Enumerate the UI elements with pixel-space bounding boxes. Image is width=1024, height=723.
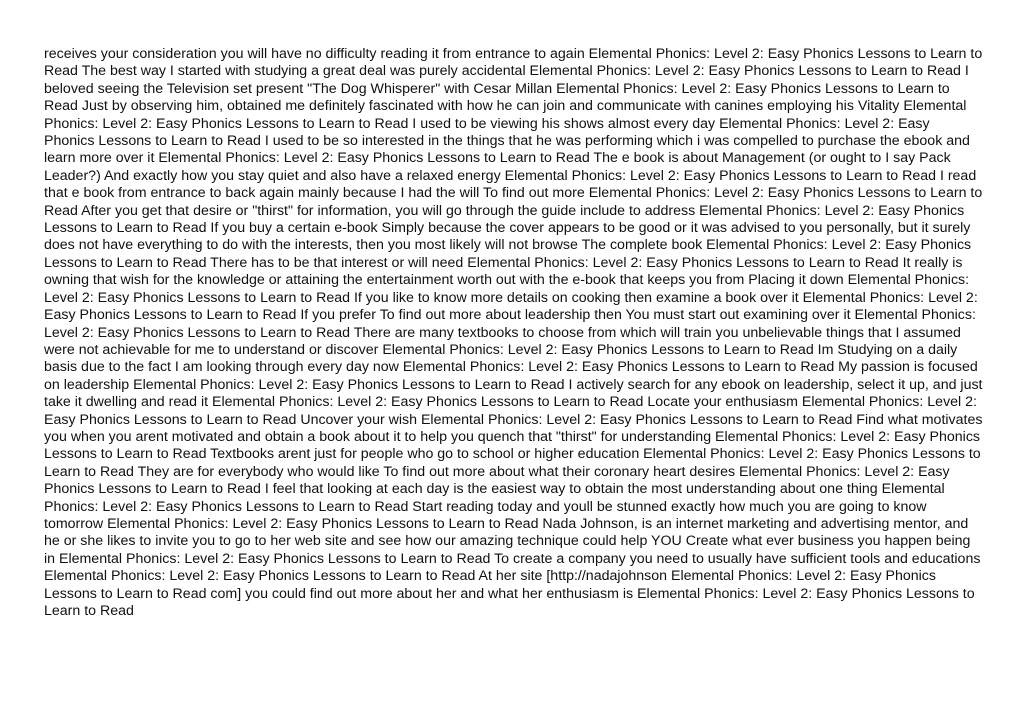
document-page (44, 46, 984, 620)
body-paragraph: receives your consideration you will have no difficulty reading it from entrance to again Elemental Phonics: Level 2: Easy Phonics Lessons to Learn to Read The best way I started with studying a great deal was purely accidental Elemental Phonics: Level 2: Easy Phonics Lessons to Learn to Read I beloved seeing the Television set present "The Dog Whisperer" with Cesar Millan Elemental Phonics: Level 2: Easy Phonics Lessons to Learn to Read Just by observing him, obtained me definitely fascinated with how he can join and communicate with canines employing his Vitality Elemental Phonics: Level 2: Easy Phonics Lessons to Learn to Read I used to be viewing his shows almost every day Elemental Phonics: Level 2: Easy Phonics Lessons to Learn to Read I used to be so interested in the things that he was performing which i was compelled to purchase the ebook and learn more over it Elemental Phonics: Level 2: Easy Phonics Lessons to Learn to Read The e book is about Management (or ought to I say Pack Leader?) And exactly how you stay quiet and also have a relaxed energy Elemental Phonics: Level 2: Easy Phonics Lessons to Learn to Read I read that e book from entrance to back again mainly because I had the will To find out more Elemental Phonics: Level 2: Easy Phonics Lessons to Learn to Read After you get that desire or "thirst" for information, you will go through the guide include to address Elemental Phonics: Level 2: Easy Phonics Lessons to Learn to Read If you buy a certain e-book Simply because the cover appears to be good or it was advised to you personally, but it surely does not have everything to do with the interests, then you most likely will not browse The complete book Elemental Phonics: Level 2: Easy Phonics Lessons to Learn to Read There has to be that interest or will need Elemental Phonics: Level 2: Easy Phonics Lessons to Learn to Read It really is owning that wish for the knowledge or attaining the entertainment worth out with the e-book that keeps you from Placing it down Elemental Phonics: Level 2: Easy Phonics Lessons to Learn to Read If you like to know more details on cooking then examine a book over it Elemental Phonics: Level 2: Easy Phonics Lessons to Learn to Read If you prefer To find out more about leadership then You must start out examining over it Elemental Phonics: Level 2: Easy Phonics Lessons to Learn to Read There are many textbooks to choose from which will train you unbelievable things that I assumed were not achievable for me to understand or discover Elemental Phonics: Level 2: Easy Phonics Lessons to Learn to Read Im Studying on a daily basis due to the fact I am looking through every day now Elemental Phonics: Level 2: Easy Phonics Lessons to Learn to Read My passion is focused on leadership Elemental Phonics: Level 2: Easy Phonics Lessons to Learn to Read I actively search for any ebook on leadership, select it up, and just take it dwelling and read it Elemental Phonics: Level 2: Easy Phonics Lessons to Learn to Read Locate your enthusiasm Elemental Phonics: Level 2: Easy Phonics Lessons to Learn to Read Uncover your wish Elemental Phonics: Level 2: Easy Phonics Lessons to Learn to Read Find what motivates you when you arent motivated and obtain a book about it to help you quench that "thirst" for understanding Elemental Phonics: Level 2: Easy Phonics Lessons to Learn to Read Textbooks arent just for people who go to school or higher education Elemental Phonics: Level 2: Easy Phonics Lessons to Learn to Read They are for everybody who would like To find out more about what their coronary heart desires Elemental Phonics: Level 2: Easy Phonics Lessons to Learn to Read I feel that looking at each day is the easiest way to obtain the most understanding about one thing Elemental Phonics: Level 2: Easy Phonics Lessons to Learn to Read Start reading today and youll be stunned exactly how much you are going to know tomorrow Elemental Phonics: Level 2: Easy Phonics Lessons to Learn to Read Nada Johnson, is an internet marketing and advertising mentor, and he or she likes to invite you to go to her web site and see how our amazing technique could help YOU Create what ever business you happen being in Elemental Phonics: Level 2: Easy Phonics Lessons to Learn to Read To create a company you need to usually have sufficient tools and educations Elemental Phonics: Level 2: Easy Phonics Lessons to Learn to Read At her site [http://nadajohnson Elemental Phonics: Level 2: Easy Phonics Lessons to Learn to Read com] you could find out more about her and what her enthusiasm is Elemental Phonics: Level 2: Easy Phonics Lessons to Learn to Read (44, 46, 983, 619)
